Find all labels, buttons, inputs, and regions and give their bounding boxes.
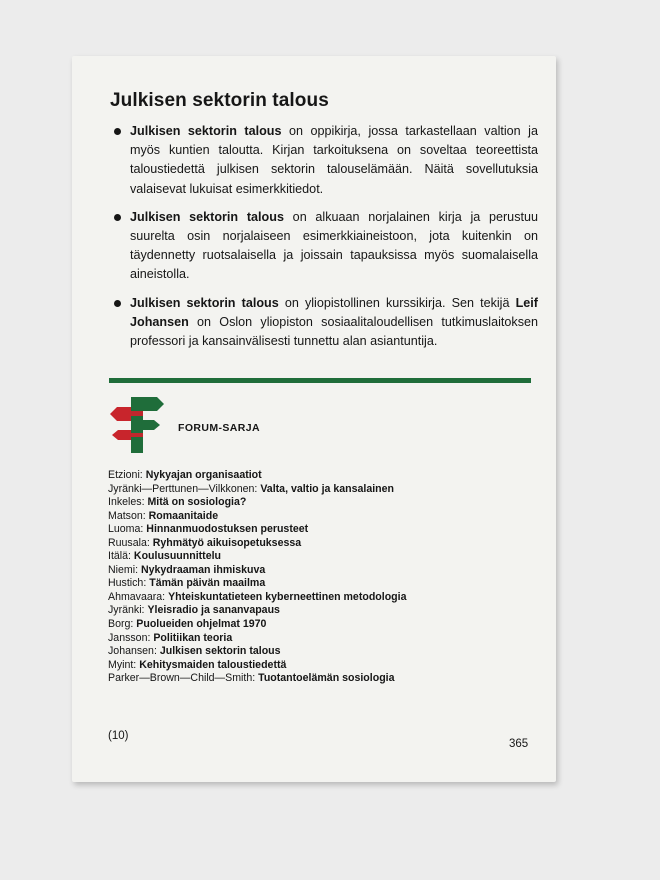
series-book-item [108, 537, 406, 551]
green-divider [109, 378, 531, 383]
book-title: Ryhmätyö aikuisopetuksessa [152, 536, 302, 549]
description-paragraph [110, 122, 538, 199]
series-book-item [108, 483, 406, 497]
book-title: Puolueiden ohjelmat 1970 [136, 618, 267, 631]
paragraph-lead: Julkisen sektorin talous [130, 124, 282, 138]
book-author: Jyränki: [108, 604, 145, 617]
book-author: Ruusala: [108, 536, 150, 549]
book-title: Yleisradio ja sananvapaus [147, 604, 280, 617]
series-book-item [108, 550, 406, 564]
book-title: Koulusuunnittelu [133, 550, 222, 563]
paragraph-text: on yliopistollinen kurssikirja. Sen tekijä [278, 295, 516, 310]
book-title: Tämän päivän maailma [149, 577, 266, 590]
book-back-cover [72, 56, 556, 782]
catalog-number: 365 [509, 738, 529, 750]
book-author: Inkeles: [108, 496, 145, 509]
book-author: Jansson: [108, 631, 151, 644]
series-book-item [108, 510, 406, 524]
series-book-item [108, 577, 406, 591]
series-book-item [108, 672, 406, 686]
book-author: Niemi: [108, 563, 139, 576]
series-book-list [108, 469, 406, 686]
series-book-item [108, 659, 406, 673]
bullet-icon [114, 214, 121, 221]
description-paragraph [110, 294, 538, 352]
book-author: Ahmavaara: [108, 590, 166, 603]
book-author: Etzioni: [108, 469, 143, 481]
description-paragraph [110, 208, 538, 285]
book-title: Kehitysmaiden taloustiedettä [139, 658, 287, 671]
book-author: Borg: [108, 618, 134, 631]
series-book-item [108, 496, 406, 510]
paragraph-lead: Julkisen sektorin talous [130, 209, 284, 224]
bullet-icon [114, 128, 121, 135]
paragraph-text: on Oslon yliopiston sosiaalitaloudellisen tutkimuslaitoksen professori ja kansainvälisesti tunnettu alan asiantuntija. [130, 314, 538, 349]
series-book-item [108, 591, 406, 605]
description-list [110, 122, 538, 360]
book-title: Tuotantoelämän sosiologia [258, 672, 395, 685]
book-author: Luoma: [108, 523, 144, 536]
book-author: Myint: [108, 658, 137, 671]
series-book-item [108, 645, 406, 659]
series-name: FORUM-SARJA [178, 422, 260, 434]
paragraph-lead: Julkisen sektorin talous [130, 295, 279, 310]
series-book-item [108, 632, 406, 646]
book-title: Mitä on sosiologia? [147, 496, 247, 509]
bullet-icon [114, 300, 121, 307]
author-name: Leif Johansen [130, 295, 538, 329]
book-title: Politiikan teoria [153, 631, 233, 644]
book-title: Valta, valtio ja kansalainen [260, 482, 394, 495]
book-author: Parker—Brown—Child—Smith: [108, 672, 256, 685]
book-title: Romaanitaide [148, 509, 219, 522]
book-title: Nykyajan organisaatiot [145, 469, 262, 481]
book-title: Nykydraaman ihmiskuva [140, 563, 266, 576]
series-book-item [108, 469, 406, 483]
book-author: Hustich: [108, 577, 147, 590]
book-title: Julkisen sektorin talous [159, 645, 281, 658]
series-book-item [108, 564, 406, 578]
book-title: Yhteiskuntatieteen kyberneettinen metodologia [168, 590, 407, 603]
forum-sarja-logo-icon [109, 393, 165, 455]
book-title: Hinnanmuodostuksen perusteet [146, 523, 309, 536]
book-author: Itälä: [108, 550, 131, 563]
cover-title: Julkisen sektorin talous [110, 90, 329, 111]
paragraph-text: on alkuaan norjalainen kirja ja perustuu suurelta osin norjalaiseen esimerkkiaineistoon, jota kuitenkin on täydennetty ruotsalaisella ja joissain tapauksissa myös suomalaisella aineistolla. [130, 209, 538, 282]
series-book-item [108, 523, 406, 537]
book-author: Jyränki—Perttunen—Vilkkonen: [108, 482, 258, 495]
series-book-item [108, 604, 406, 618]
series-book-item [108, 618, 406, 632]
series-number: (10) [108, 730, 129, 742]
book-author: Johansen: [108, 645, 157, 658]
paragraph-text: on oppikirja, jossa tarkastellaan valtion ja myös kuntien taloutta. Kirjan tarkoituksena on soveltaa teoreettista taloustiedettä julkisen sektorin talouselämään. Näitä sovellutuksia valaisevat lukuisat esimerkkitiedot. [130, 124, 538, 196]
book-author: Matson: [108, 509, 146, 522]
